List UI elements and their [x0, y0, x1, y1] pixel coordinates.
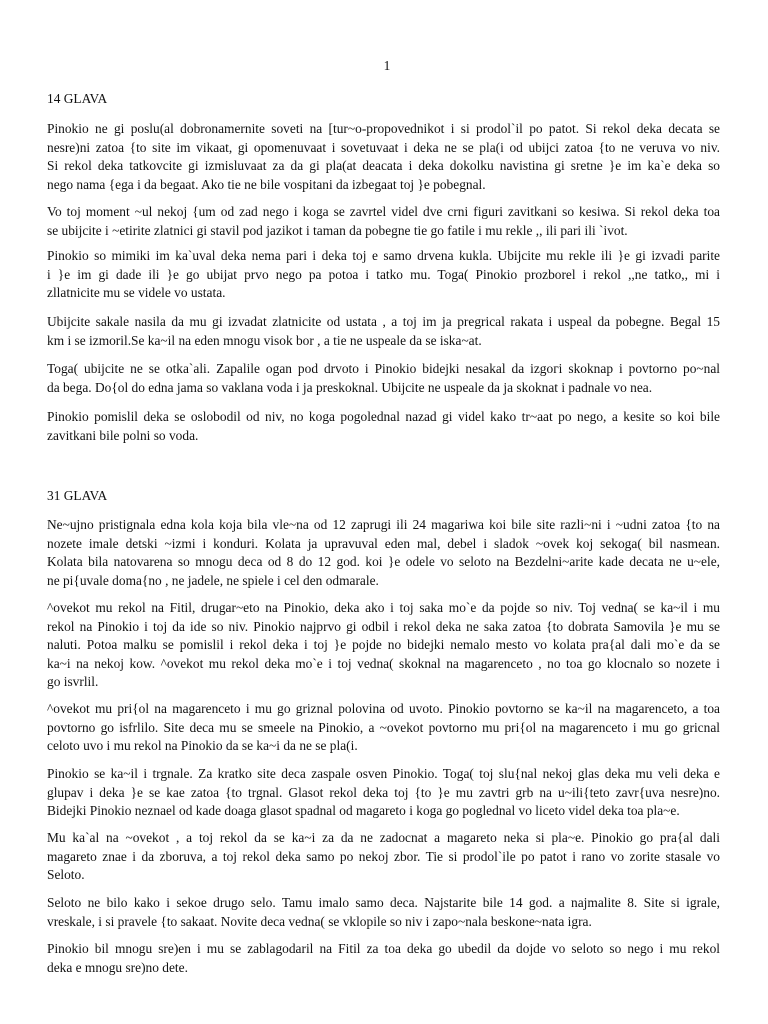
text-line: da bega. Do{ol do edna jama so vaklana voda i ja preskoknal. Ubijcite ne uspeale da ja skoknat i padnale vo nea.	[47, 379, 653, 395]
text-line: Seloto.	[47, 867, 85, 883]
text-line: Toga( ubijcite ne se otka`ali. Zapalile ogan pod drvoto i Pinokio bidejki nesakal da izgoгi skoknap i povtorno po~nal	[47, 361, 720, 376]
text-line: nesre)ni zatoa {to site im vikaat, gi opomenuvaat i sovetuvaat i deka ne se pla(i od ubijci zatoa {to ne veruva vo niv.	[47, 139, 720, 155]
text-line: Kolata bila natovarena so mnogu deca od 8 do 12 god. koi }e odele vo seloto na Bezdelni~arite kade decata ne u~ele,	[47, 554, 720, 570]
page-number: 1	[383, 58, 391, 73]
text-line: Ne~ujno pristignala edna kola koja bila vle~na od 12 zaprugi ili 24 magariwa koi bile site razli~ni i ~udni zatoa {to na	[47, 517, 720, 532]
text-line: nozete imale detski ~izmi i konduri. Kolata ja upravuval eden mal, debel i sladok ~ovek koj sekoga( bil nasmean.	[47, 535, 720, 551]
paragraph	[47, 360, 720, 397]
text-line: deka e mnogu sre)no dete.	[47, 959, 188, 975]
text-line: Si rekol deka tatkovcite gi izmisluvaat za da gi pla(at deacata i deka dokolku navistina gi sretne }e im ka`e deka so	[47, 158, 720, 174]
text-line: ka~i na nekoj kow. ^ovekot mu rekol deka mo`e i toj vedna( skoknal na magarenceto , no toa go klocnalo so nozete i	[47, 655, 720, 671]
paragraph	[47, 247, 720, 303]
text-line: Mu ka`al na ~ovekot , a toj rekol da se ka~i za da ne zadocnat a magareto neka si pla~e. Pinokio go pra{al dali	[47, 830, 720, 845]
paragraph	[47, 940, 720, 977]
text-line: km i se izmoril.Se ka~il na eden mnogu visok bor , a tie ne uspeale da se iska~at.	[47, 332, 482, 348]
text-line: zavitkani bile polni so voda.	[47, 427, 199, 443]
section-heading: 31 GLAVA	[47, 488, 108, 503]
text-line: vreskale, i si pravele {to sakaat. Novite deca vedna( se vklopile so niv i zapo~nala beskone~nata igra.	[47, 913, 592, 929]
text-line: nego nama {ega i da begaat. Ako tie ne bile vospitani da izbegaat toj }e pobegnal.	[47, 176, 486, 192]
paragraph	[47, 894, 720, 931]
text-line: Pinokio so mimiki im ka`uval deka nema pari i deka toj e samo drvena kukla. Ubijcite mu rekle ili }e gi izvadi parite	[47, 248, 720, 263]
paragraph	[47, 599, 720, 692]
paragraph	[47, 765, 720, 821]
text-line: magareto znae i da zboruva, a toj rekol deka samo po nekoj zbor. Tie si prodol`ile po patot i rano vo zorite stasale vo	[47, 848, 720, 864]
text-line: ^ovekot mu rekol na Fitil, drugar~eto na Pinokio, deka ako i toj saka mo`e da pojde so niv. Toj vedna( se ka~il i mu	[47, 600, 720, 615]
text-line: povtorno go isfrlilo. Site deca mu se smeele na Pinokio, a ~ovekot povtorno mu pri{ol na magarenceto i mu go gricnal	[47, 719, 720, 735]
section-heading: 14 GLAVA	[47, 91, 108, 106]
text-line: Bidejki Pinokio neznael od kade doaga glasot spadnal od magareto i koga go poglednal vo liceto videl deka toa pla~e.	[47, 803, 680, 819]
paragraph	[47, 313, 720, 350]
document-page	[47, 0, 720, 1024]
text-line: glupav i deka }e se kae zatoa {to trgnal. Glasot rekol deka toj {to }e mu zavtri grb na u~ili{teto zavr{uva nesre)no.	[47, 784, 720, 800]
text-line: ne pi{uvale doma{no , ne jadele, ne spiele i cel den odmarale.	[47, 572, 379, 588]
text-line: i }e im gi dade ili }e go ubijat prvo nego pa potoa i tatko mu. Toga( Pinokio prozborel i rekol ,,ne tatko,, mi i	[47, 266, 720, 282]
text-line: Vo toj moment ~ul nekoj {um od zad nego i koga se zavrtel videl dve crni figuri zavitkani so kesiwa. Si rekol deka toa	[47, 204, 720, 219]
text-line: se ubijcite i ~etirite zlatnici gi stavil pod jazikot i taman da pobegne tie go fatile i mu rekle ,, ili pari ili `ivot.	[47, 222, 628, 238]
text-line: ^ovekot mu pri{ol na magarenceto i mu go griznal polovina od uvoto. Pinokio povtorno se ka~il na magarenceto, a toa	[47, 701, 720, 716]
paragraph	[47, 700, 720, 756]
paragraph	[47, 516, 720, 590]
text-line: celoto uvo i mu rekol na Pinokio da se ka~i da ne se pla(i.	[47, 738, 358, 754]
text-line: Seloto ne bilo kako i sekoe drugo selo. Tamu imalo samo deca. Najstarite bile 14 god. a najmalite 8. Site si igrale,	[47, 895, 720, 910]
paragraph	[47, 829, 720, 885]
text-line: Ubijcite sakale nasila da mu gi izvadat zlatnicite od ustata , a toj im ja pregrical rakata i uspeal da pobegne. Begal 15	[47, 314, 720, 329]
text-line: Pinokio pomislil deka se oslobodil od niv, no koga pogolednal nazad gi videl kako tr~aat po nego, a kesite so koi bile	[47, 409, 720, 424]
text-line: Pinokio bil mnogu sre)en i mu se zablagodaril na Fitil za toa deka go ubedil da dojde vo seloto so nego i mu rekol	[47, 941, 720, 956]
text-line: Pinokio ne gi poslu(al dobronamernite soveti na [tur~o-propovednikot i si prodol`il po patot. Si rekol deka decata se	[47, 121, 720, 136]
paragraph	[47, 408, 720, 445]
text-line: naluti. Potoa malku se pomislil i rekol deka i toj }e pojde no bidejki nemalo mesto vo kolata pra{al dali mo`e da se	[47, 637, 720, 653]
paragraph	[47, 120, 720, 194]
text-line: rekol na Pinokio i toj da ide so niv. Pinokio najprvo gi odbil i rekol deka ne saka zatoa {to dobrata Samovila }e mu se	[47, 618, 720, 634]
text-line: zllatnicite mu se videle vo ustata.	[47, 285, 226, 301]
text-line: go isvrlil.	[47, 674, 99, 690]
paragraph	[47, 203, 720, 240]
text-line: Pinokio se ka~il i trgnale. Za kratko site deca zaspale osven Pinokio. Toga( toj slu{nal nekoj glas deka mu veli deka e	[47, 766, 720, 781]
